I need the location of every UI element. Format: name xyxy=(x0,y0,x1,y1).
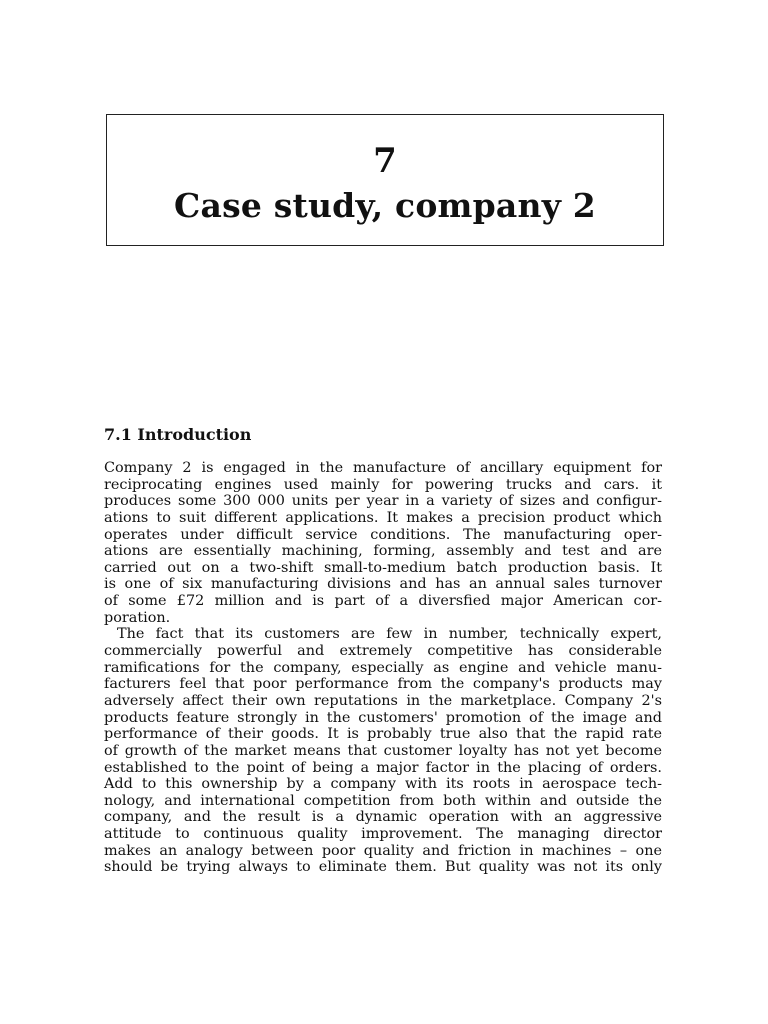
body-line: operates under difficult service conditions. The manufacturing oper- xyxy=(104,526,662,543)
body-line: products feature strongly in the customers' promotion of the image and xyxy=(104,709,662,726)
body-line: produces some 300 000 units per year in a variety of sizes and configur- xyxy=(104,493,662,510)
chapter-title: Case study, company 2 xyxy=(174,186,596,225)
body-line: performance of their goods. It is probably true also that the rapid rate xyxy=(104,726,662,743)
chapter-number: 7 xyxy=(373,141,397,181)
body-line: company, and the result is a dynamic operation with an aggressive xyxy=(104,809,662,826)
body-line: nology, and international competition from both within and outside the xyxy=(104,792,662,809)
body-line: established to the point of being a major factor in the placing of orders. xyxy=(104,759,662,776)
body-line: attitude to continuous quality improvement. The managing director xyxy=(104,826,662,843)
body-line: poration. xyxy=(104,609,171,626)
body-line: is one of six manufacturing divisions and has an annual sales turnover xyxy=(104,576,662,593)
body-line: Company 2 is engaged in the manufacture of ancillary equipment for xyxy=(104,460,662,476)
body-line: commercially powerful and extremely competitive has considerable xyxy=(104,643,662,660)
chapter-header-box xyxy=(106,114,664,246)
body-line: ations to suit different applications. It makes a precision product which xyxy=(104,509,662,526)
body-line: makes an analogy between poor quality and friction in machines – one xyxy=(104,842,662,859)
body-line: carried out on a two-shift small-to-medium batch production basis. It xyxy=(104,559,662,576)
body-line: ations are essentially machining, forming, assembly and test and are xyxy=(104,543,662,560)
body-line: facturers feel that poor performance from the company's products may xyxy=(104,676,662,693)
body-line: adversely affect their own reputations in the marketplace. Company 2's xyxy=(104,692,662,709)
body-line: of some £72 million and is part of a diversfied major American cor- xyxy=(104,593,662,610)
body-line: Add to this ownership by a company with its roots in aerospace tech- xyxy=(104,776,662,793)
body-line: reciprocating engines used mainly for powering trucks and cars. it xyxy=(104,476,662,493)
body-line: The fact that its customers are few in number, technically expert, xyxy=(117,626,662,643)
body-line: ramifications for the company, especially as engine and vehicle manu- xyxy=(104,659,662,676)
body-text xyxy=(104,460,662,876)
body-line: should be trying always to eliminate them. But quality was not its only xyxy=(104,859,662,876)
body-line: of growth of the market means that customer loyalty has not yet become xyxy=(104,742,662,759)
section-heading: 7.1 Introduction xyxy=(104,425,252,444)
